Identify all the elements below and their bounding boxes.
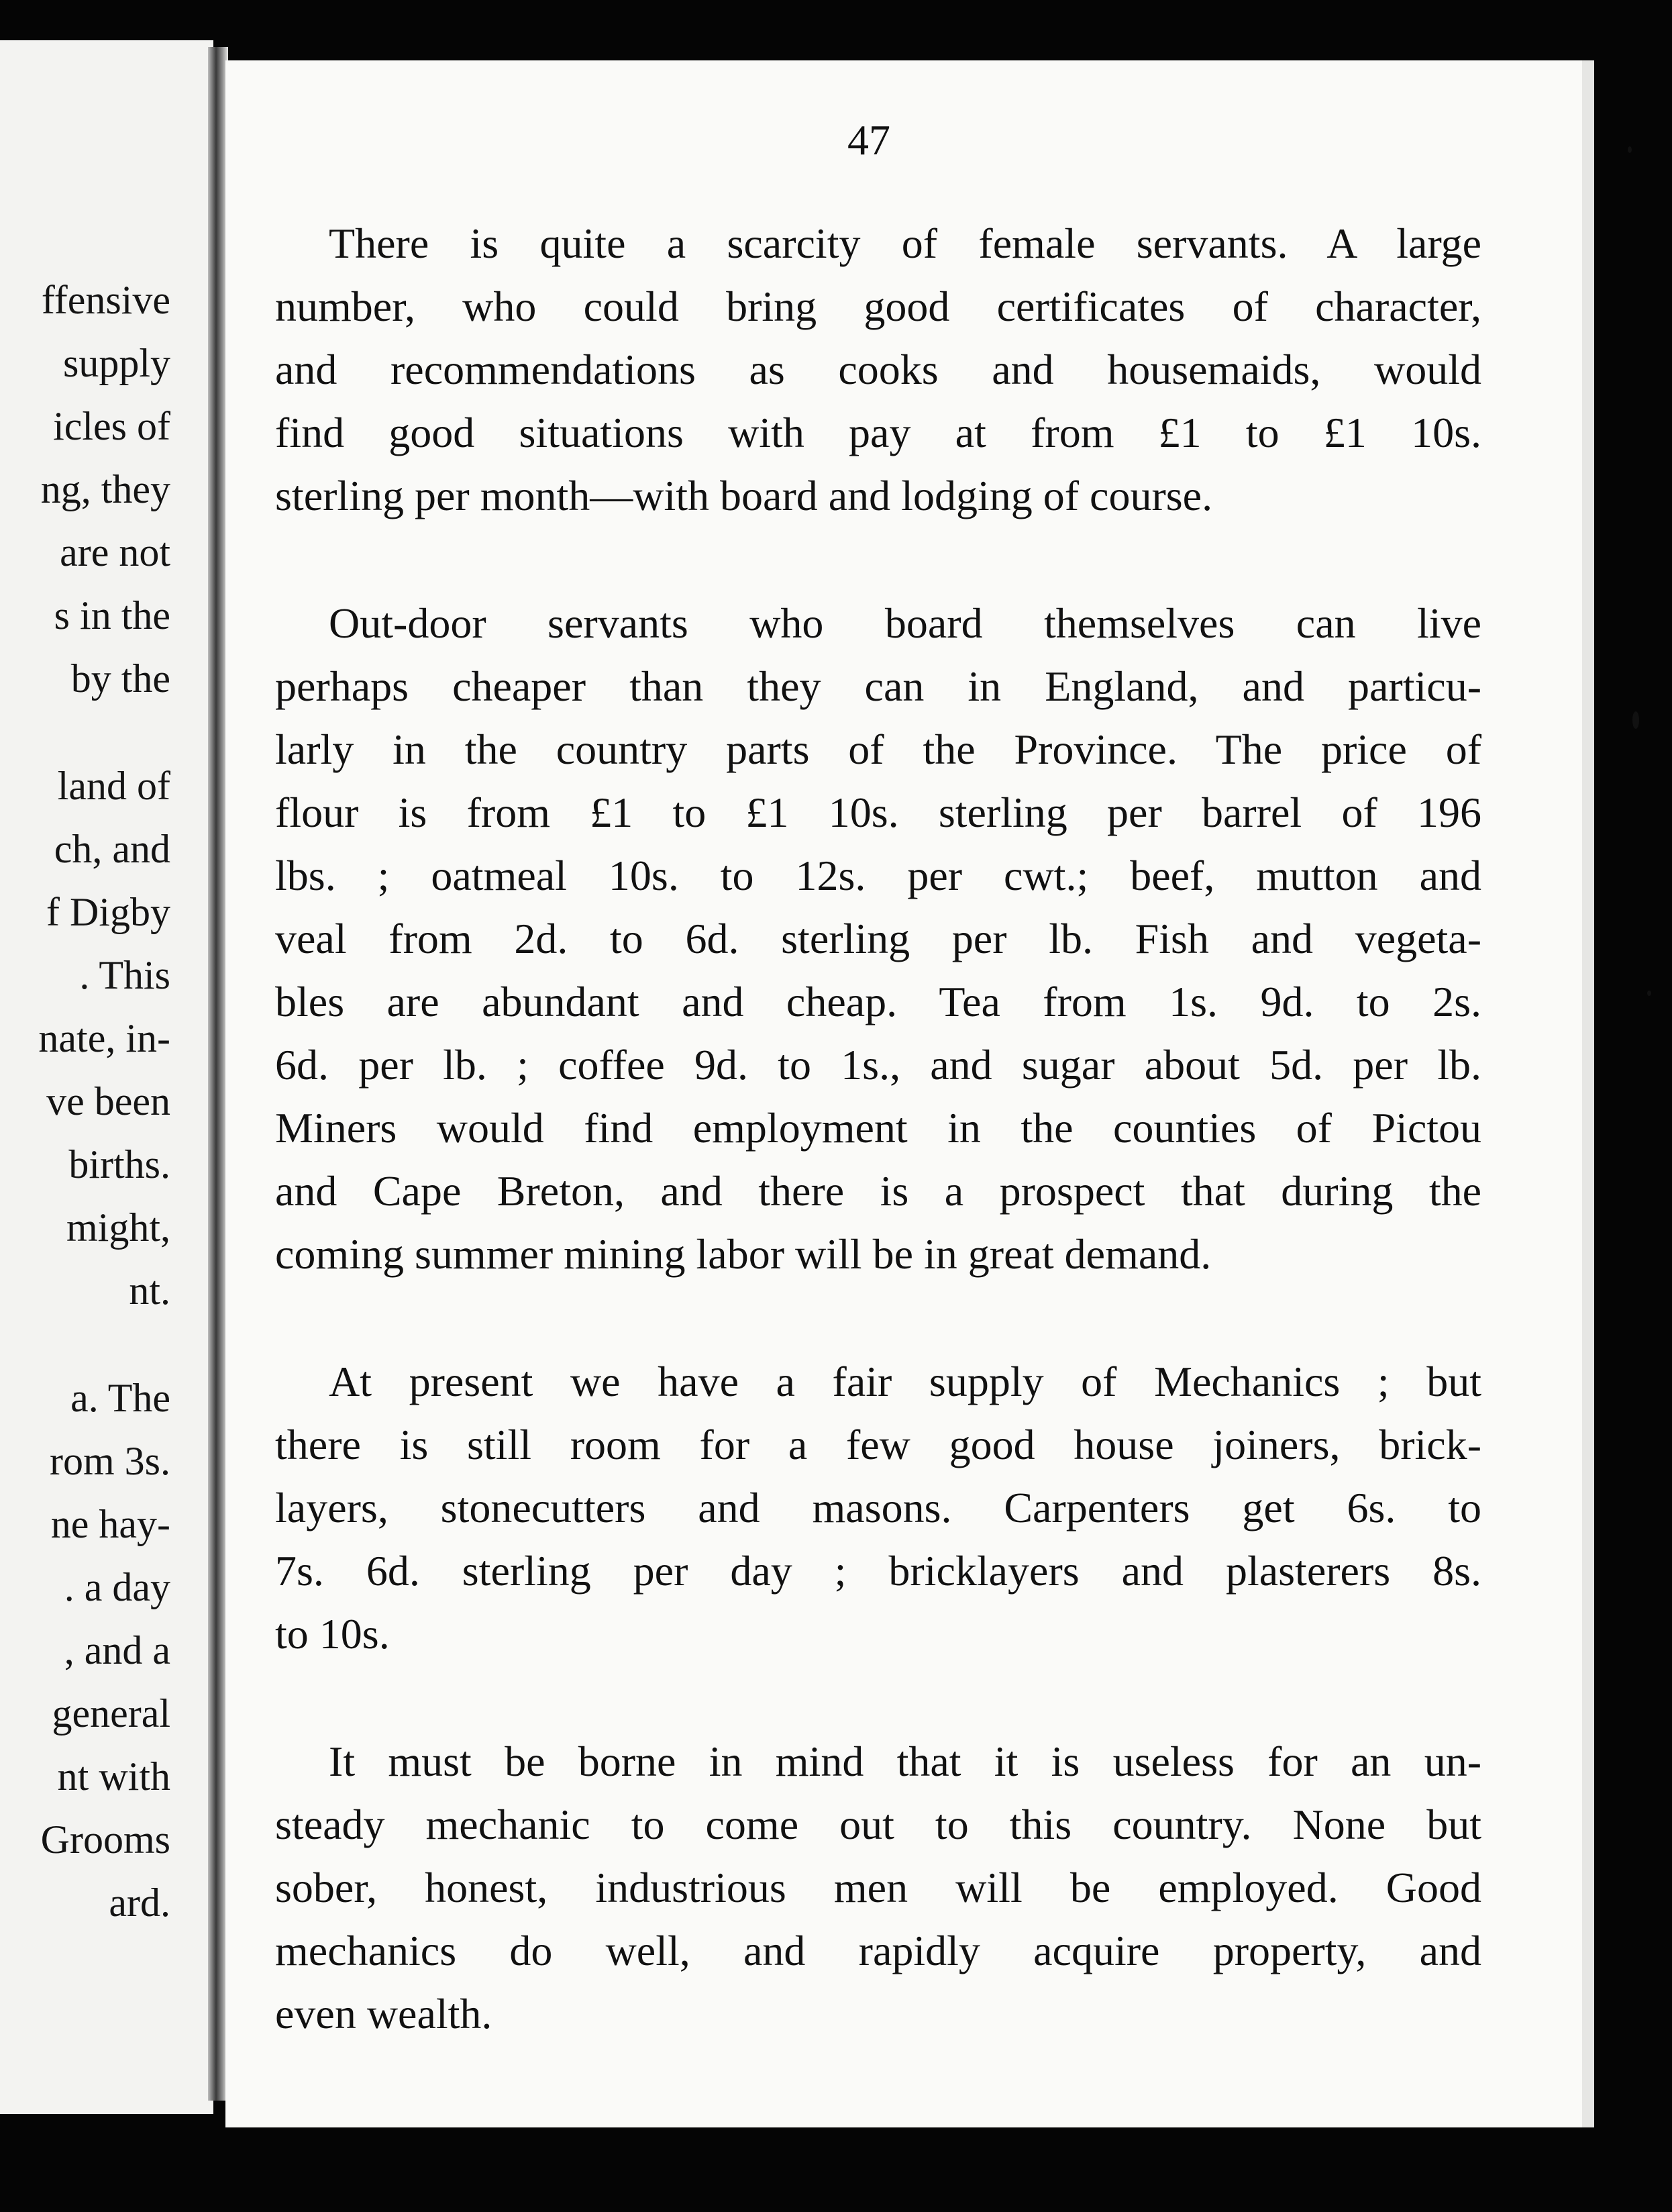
text-line: larly in the country parts of the Province. The price of: [275, 725, 1481, 773]
previous-page-line: . This: [79, 953, 170, 997]
text-line: At present we have a fair supply of Mechanics ; but: [329, 1358, 1481, 1405]
text-line: to 10s.: [275, 1610, 390, 1658]
previous-page-line: s in the: [54, 593, 170, 638]
text-line: there is still room for a few good house joiners, brick-: [275, 1421, 1481, 1468]
previous-page-line: rom 3s.: [50, 1439, 170, 1483]
text-line: steady mechanic to come out to this country. None but: [275, 1801, 1481, 1848]
previous-page-line: ffensive: [41, 278, 170, 322]
text-line: Miners would find employment in the counties of Pictou: [275, 1104, 1481, 1152]
text-line: veal from 2d. to 6d. sterling per lb. Fish and vegeta-: [275, 915, 1481, 962]
previous-page: [0, 40, 213, 2114]
text-line: There is quite a scarcity of female servants. A large: [329, 219, 1481, 267]
previous-page-line: might,: [66, 1205, 170, 1250]
text-line: find good situations with pay at from £1 to £1 10s.: [275, 409, 1481, 456]
previous-page-line: births.: [68, 1142, 170, 1187]
paragraph-female-servants: [275, 212, 1481, 527]
previous-page-line: ne hay-: [50, 1502, 170, 1546]
previous-page-line: ard.: [109, 1880, 170, 1925]
paragraph-borne-in-mind: [275, 1730, 1481, 2046]
previous-page-line: a. The: [70, 1376, 170, 1420]
previous-page-line: Grooms: [40, 1817, 170, 1862]
text-line: flour is from £1 to £1 10s. sterling per barrel of 196: [275, 789, 1481, 836]
previous-page-line: nt.: [129, 1268, 170, 1313]
previous-page-text: [0, 268, 170, 1934]
text-line: It must be borne in mind that it is useless for an un-: [329, 1738, 1481, 1785]
text-line: 6d. per lb. ; coffee 9d. to 1s., and sugar about 5d. per lb.: [275, 1041, 1481, 1089]
previous-page-line: by the: [70, 656, 170, 701]
previous-page-line: ve been: [46, 1079, 170, 1123]
previous-page-line: ng, they: [40, 467, 170, 511]
text-line: Out-door servants who board themselves can live: [329, 599, 1481, 647]
paragraph-mechanics: [275, 1350, 1481, 1666]
previous-page-line: general: [52, 1691, 170, 1736]
text-line: and Cape Breton, and there is a prospect that during the: [275, 1167, 1481, 1215]
text-line: and recommendations as cooks and housemaids, would: [275, 346, 1481, 393]
previous-page-line: nate, in-: [38, 1016, 170, 1060]
previous-page-line: land of: [57, 764, 170, 808]
text-line: perhaps cheaper than they can in England, and particu-: [275, 662, 1481, 710]
text-line: lbs. ; oatmeal 10s. to 12s. per cwt.; beef, mutton and: [275, 852, 1481, 899]
paragraph-out-door-servants: [275, 592, 1481, 1286]
text-line: sober, honest, industrious men will be employed. Good: [275, 1864, 1481, 1911]
previous-page-line: , and a: [64, 1628, 170, 1672]
paragraph-gap: [0, 710, 170, 754]
previous-page-line: are not: [60, 530, 170, 574]
text-line: mechanics do well, and rapidly acquire property, and: [275, 1927, 1481, 1974]
print-speck: [1647, 991, 1651, 996]
print-speck: [1628, 146, 1632, 153]
previous-page-line: icles of: [53, 404, 170, 448]
page-number: 47: [847, 116, 890, 164]
previous-page-line: . a day: [64, 1565, 170, 1609]
paragraph-gap: [0, 1322, 170, 1366]
previous-page-line: nt with: [57, 1754, 170, 1799]
text-line: even wealth.: [275, 1990, 492, 2038]
text-line: bles are abundant and cheap. Tea from 1s. 9d. to 2s.: [275, 978, 1481, 1025]
previous-page-line: f Digby: [46, 890, 170, 934]
text-line: 7s. 6d. sterling per day ; bricklayers and plasterers 8s.: [275, 1547, 1481, 1595]
text-line: coming summer mining labor will be in great demand.: [275, 1230, 1212, 1278]
text-line: layers, stonecutters and masons. Carpenters get 6s. to: [275, 1484, 1481, 1531]
text-line: sterling per month—with board and lodging of course.: [275, 472, 1213, 519]
text-line: number, who could bring good certificates of character,: [275, 283, 1481, 330]
previous-page-line: supply: [62, 341, 170, 385]
print-speck: [1632, 711, 1639, 729]
page-body: [275, 212, 1481, 2110]
previous-page-line: ch, and: [54, 827, 170, 871]
